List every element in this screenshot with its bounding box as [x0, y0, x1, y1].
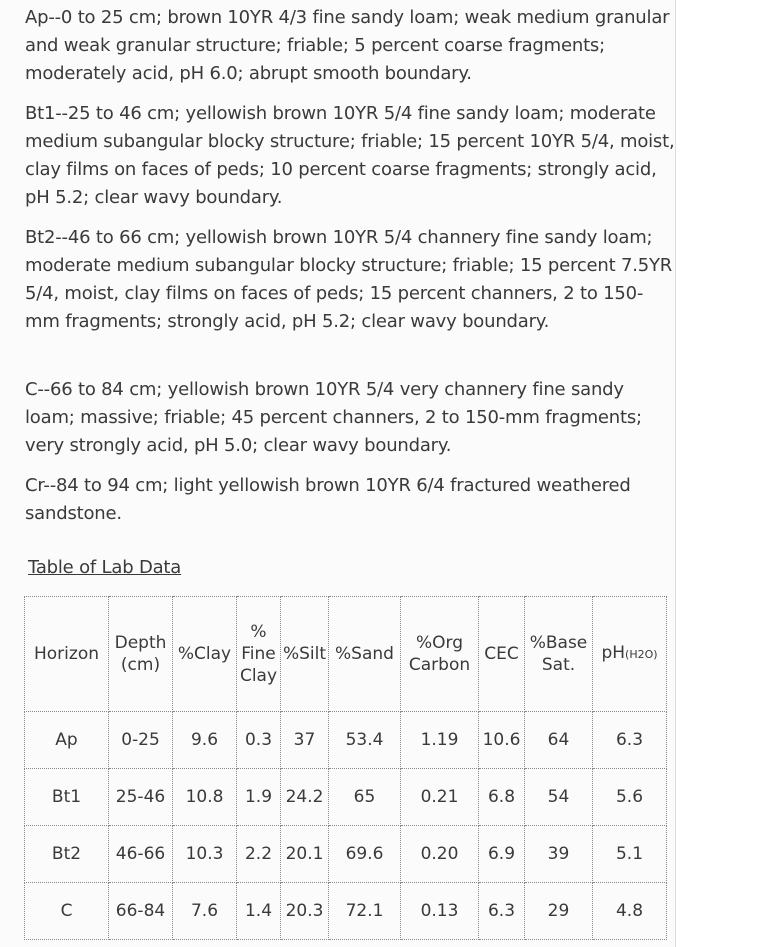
cell-horizon: C: [25, 883, 109, 940]
cell-org-carbon: 0.21: [401, 769, 479, 826]
table-row: [25, 826, 667, 883]
horizon-description-c: C--66 to 84 cm; yellowish brown 10YR 5/4 very channery fine sandy loam; massive; friable; 45 percent channers, 2 to 150-mm fragments; very strongly acid, pH 5.0; clear wavy boundary.: [25, 379, 642, 456]
cell-sand: 65: [329, 769, 401, 826]
cell-clay: 9.6: [173, 712, 237, 769]
table-row: [25, 769, 667, 826]
cell-base-sat: 39: [525, 826, 593, 883]
header-org-carbon: %Org Carbon: [401, 597, 479, 712]
cell-fine-clay: 1.4: [237, 883, 281, 940]
cell-silt: 37: [281, 712, 329, 769]
cell-org-carbon: 0.13: [401, 883, 479, 940]
header-sand: %Sand: [329, 597, 401, 712]
table-row: [25, 883, 667, 940]
cell-silt: 20.3: [281, 883, 329, 940]
cell-base-sat: 54: [525, 769, 593, 826]
header-base-sat: %Base Sat.: [525, 597, 593, 712]
cell-fine-clay: 1.9: [237, 769, 281, 826]
header-cec: CEC: [479, 597, 525, 712]
table-header-row: [25, 597, 667, 712]
header-clay: %Clay: [173, 597, 237, 712]
cell-ph: 5.6: [593, 769, 667, 826]
cell-org-carbon: 0.20: [401, 826, 479, 883]
cell-depth: 46-66: [109, 826, 173, 883]
cell-base-sat: 64: [525, 712, 593, 769]
cell-silt: 24.2: [281, 769, 329, 826]
cell-sand: 69.6: [329, 826, 401, 883]
cell-clay: 10.3: [173, 826, 237, 883]
header-horizon: Horizon: [25, 597, 109, 712]
horizon-description-bt2: Bt2--46 to 66 cm; yellowish brown 10YR 5/4 channery fine sandy loam; moderate medium subangular blocky structure; friable; 15 percent 7.5YR 5/4, moist, clay films on faces of peds; 15 percent channers, 2 to 150-mm fragments; strongly acid, pH 5.2; clear wavy boundary.: [25, 227, 673, 332]
cell-ph: 4.8: [593, 883, 667, 940]
cell-clay: 7.6: [173, 883, 237, 940]
cell-horizon: Ap: [25, 712, 109, 769]
cell-org-carbon: 1.19: [401, 712, 479, 769]
cell-fine-clay: 0.3: [237, 712, 281, 769]
lab-data-table: [24, 596, 667, 940]
cell-cec: 6.3: [479, 883, 525, 940]
table-row: [25, 712, 667, 769]
cell-base-sat: 29: [525, 883, 593, 940]
cell-depth: 25-46: [109, 769, 173, 826]
cell-clay: 10.8: [173, 769, 237, 826]
cell-ph: 5.1: [593, 826, 667, 883]
cell-fine-clay: 2.2: [237, 826, 281, 883]
cell-horizon: Bt2: [25, 826, 109, 883]
horizon-description-cr: Cr--84 to 94 cm; light yellowish brown 10YR 6/4 fractured weathered sandstone.: [25, 475, 631, 524]
cell-sand: 53.4: [329, 712, 401, 769]
header-ph-label: pH: [601, 643, 626, 663]
horizon-description-bt1: Bt1--25 to 46 cm; yellowish brown 10YR 5/4 fine sandy loam; moderate medium subangular blocky structure; friable; 15 percent 10YR 5/4, moist, clay films on faces of peds; 10 percent coarse fragments; strongly acid, pH 5.2; clear wavy boundary.: [25, 103, 675, 208]
cell-silt: 20.1: [281, 826, 329, 883]
cell-depth: 66-84: [109, 883, 173, 940]
cell-sand: 72.1: [329, 883, 401, 940]
header-ph: [593, 597, 667, 712]
horizon-description-ap: Ap--0 to 25 cm; brown 10YR 4/3 fine sandy loam; weak medium granular and weak granular structure; friable; 5 percent coarse fragments; moderately acid, pH 6.0; abrupt smooth boundary.: [25, 7, 670, 84]
cell-cec: 6.8: [479, 769, 525, 826]
header-fine-clay: % Fine Clay: [237, 597, 281, 712]
cell-depth: 0-25: [109, 712, 173, 769]
header-silt: %Silt: [281, 597, 329, 712]
cell-horizon: Bt1: [25, 769, 109, 826]
cell-cec: 6.9: [479, 826, 525, 883]
cell-cec: 10.6: [479, 712, 525, 769]
cell-ph: 6.3: [593, 712, 667, 769]
table-title: Table of Lab Data: [28, 557, 182, 578]
header-ph-subscript: (H2O): [625, 648, 658, 661]
header-depth: Depth (cm): [109, 597, 173, 712]
